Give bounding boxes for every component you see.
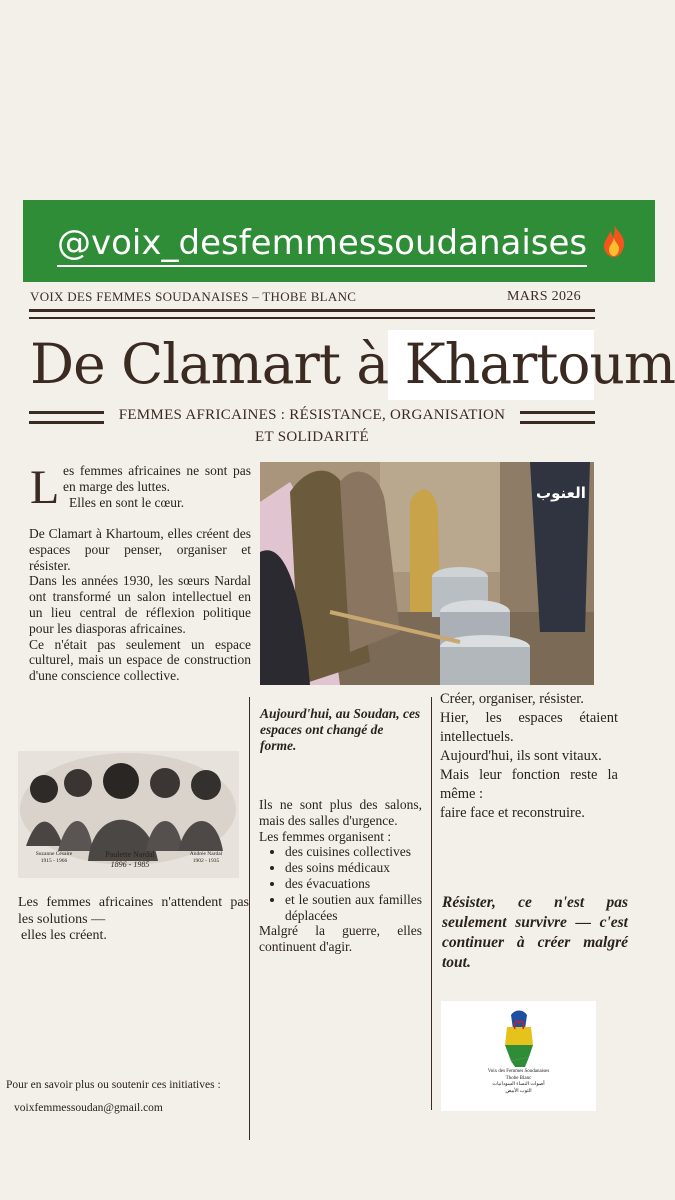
more-info-text: Pour en savoir plus ou soutenir ces initiatives :: [6, 1079, 221, 1091]
left-column-body: [29, 526, 251, 684]
masthead-rule-top: [29, 309, 595, 312]
middle-paragraph-3: Malgré la guerre, elles continuent d'agir.: [259, 923, 422, 955]
nardal-portrait: [18, 751, 239, 878]
subtitle-rule-left-2: [29, 421, 104, 424]
right-line-1: Créer, organiser, résister.: [440, 691, 584, 707]
masthead-rule-bottom: [29, 317, 595, 319]
caption-suzanne: [24, 851, 84, 865]
intro-line-2: Elles en sont le cœur.: [69, 494, 185, 510]
subtitle: [112, 404, 512, 448]
intro-text: [63, 463, 251, 510]
middle-paragraph-2: Les femmes organisent :: [259, 828, 392, 844]
middle-paragraph-1: Ils ne sont plus des salons, mais des salles d'urgence.: [259, 797, 422, 828]
left-paragraph-2: Dans les années 1930, les sœurs Nardal ont transformé un salon intellectuel en un lieu central de réflexion politique pour les diasporas africaines.: [29, 573, 251, 636]
subtitle-rule-left-1: [29, 411, 104, 414]
logo-arabic-subtitle: الثوب الأبيض: [505, 1088, 532, 1094]
caption-years: 1915 - 1966: [40, 858, 68, 864]
association-logo: [441, 1001, 596, 1111]
list-item: • des soins médicaux: [285, 860, 422, 876]
list-item: • des évacuations: [285, 876, 422, 892]
left-paragraph-1: De Clamart à Khartoum, elles créent des espaces pour penser, organiser et résister.: [29, 526, 251, 573]
caption-andree: [176, 851, 236, 865]
list-item: • des cuisines collectives: [285, 844, 422, 860]
logo-text: [441, 1069, 596, 1095]
middle-quote: Aujourd'hui, au Soudan, ces espaces ont changé de forme.: [260, 706, 421, 753]
caption-paulette: [90, 850, 170, 870]
right-line-3: Aujourd'hui, ils sont vitaux.: [440, 748, 602, 764]
intro-line: es femmes africaines ne sont pas en marge des luttes.: [63, 463, 251, 494]
column-divider-1: [249, 697, 250, 1140]
issue-date: MARS 2026: [507, 289, 581, 304]
handle-text[interactable]: @voix_desfemmessoudanaises: [57, 223, 587, 267]
publication-name: VOIX DES FEMMES SOUDANAISES – THOBE BLANC: [30, 289, 357, 304]
right-column-body: [440, 690, 618, 823]
subtitle-rule-right-1: [520, 411, 595, 414]
middle-column-body: [259, 797, 422, 955]
drop-cap: L: [30, 461, 60, 514]
caption-years: 1902 - 1935: [192, 858, 220, 864]
closing-statement: [18, 895, 249, 945]
column-divider-2: [431, 697, 432, 1110]
closing-line-1: Les femmes africaines n'attendent pas les solutions —: [18, 895, 249, 927]
caption-name: Paulette Nardal: [105, 850, 155, 859]
list-item: • et le soutien aux familles déplacées: [285, 892, 422, 924]
fire-icon: [599, 222, 629, 258]
subtitle-line-1: FEMMES AFRICAINES : RÉSISTANCE, ORGANISATION: [118, 407, 506, 423]
logo-arabic-title: أصوات النساء السودانيات: [492, 1082, 545, 1087]
closing-quote: Résister, ce n'est pas seulement survivre — c'est continuer à créer malgré tout.: [442, 894, 628, 971]
caption-name: Andrée Nardal: [189, 851, 223, 857]
sudan-kitchen-photo: [260, 462, 594, 685]
subtitle-rule-right-2: [520, 421, 595, 424]
left-paragraph-3: Ce n'était pas seulement un espace culturel, mais un espace de construction d'une conscience collective.: [29, 636, 251, 684]
closing-line-2: elles les créent.: [21, 928, 107, 943]
logo-subtitle: Thobe Blanc: [505, 1075, 532, 1081]
right-line-4: Mais leur fonction reste la même :: [440, 767, 618, 802]
caption-name: Suzanne Césaire: [35, 851, 73, 857]
contact-email[interactable]: voixfemmessoudan@gmail.com: [14, 1102, 163, 1114]
photo-overlay-text: العنوب: [536, 484, 586, 502]
headline: De Clamart à Khartoum: [30, 332, 675, 396]
right-line-5: faire face et reconstruire.: [440, 805, 585, 821]
action-list: [259, 844, 422, 923]
right-line-2: Hier, les espaces étaient intellectuels.: [440, 710, 618, 745]
caption-years: 1896 - 1985: [110, 860, 150, 869]
instagram-handle[interactable]: [57, 222, 629, 263]
subtitle-line-2: ET SOLIDARITÉ: [254, 429, 370, 445]
logo-title: Voix des Femmes Soudanaises: [487, 1069, 550, 1074]
